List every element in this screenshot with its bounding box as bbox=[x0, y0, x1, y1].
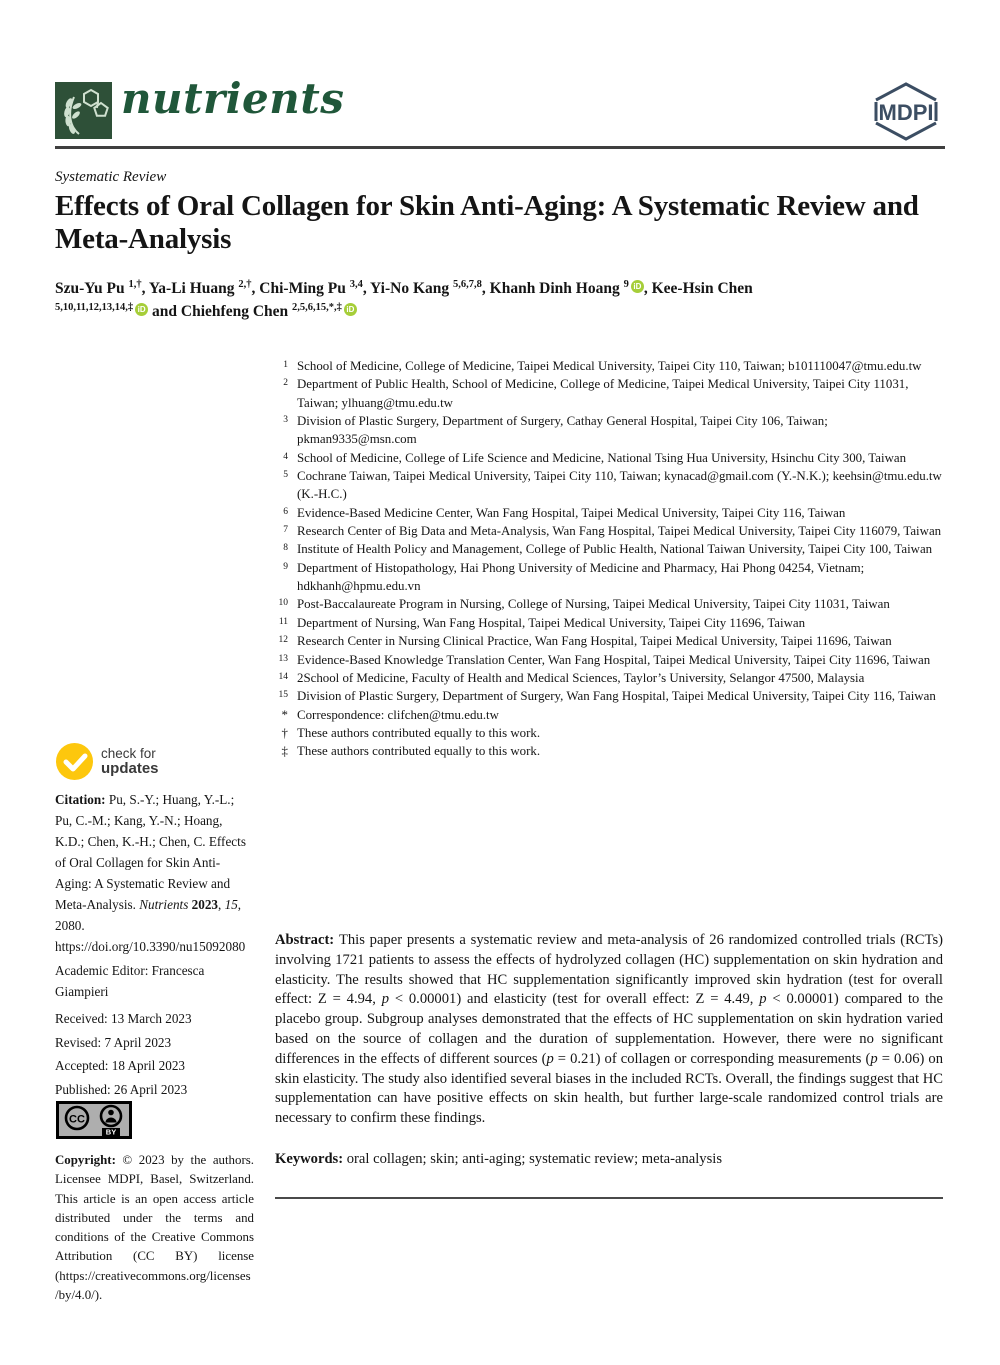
affiliation-row bbox=[267, 614, 943, 632]
copyright-block: Copyright: © 2023 by the authors. Licensee MDPI, Basel, Switzerland. This article is an open access article distributed under the terms and conditions of the Creative Commons Attribution (CC BY) license (https://creativecommons.org/licenses/by/4.0/). bbox=[55, 1153, 254, 1303]
affiliation-marker: 7 bbox=[283, 525, 288, 536]
affiliations bbox=[267, 357, 943, 761]
author-affiliation-sup: 2,5,6,15,*,‡ bbox=[292, 301, 342, 313]
affiliation-row bbox=[267, 669, 943, 687]
affiliation-marker: 10 bbox=[278, 598, 288, 609]
affiliation-row bbox=[267, 467, 943, 504]
header-divider bbox=[55, 146, 945, 149]
affiliation-row bbox=[267, 595, 943, 613]
author-affiliation-sup: 9 bbox=[623, 278, 629, 290]
author-name: Yi-No Kang $^{5,6,7,8}$ bbox=[370, 278, 482, 297]
keywords-line: Keywords: oral collagen; skin; anti-aging; systematic review; meta-analysis bbox=[275, 1150, 723, 1167]
affiliation-row bbox=[267, 632, 943, 650]
affiliation-text: Division of Plastic Surgery, Department of Surgery, Cathay General Hospital, Taipei City 106, Taiwan; pkman9335@msn.com bbox=[297, 414, 828, 447]
affiliation-marker: 14 bbox=[278, 671, 288, 682]
affiliation-marker: 2 bbox=[283, 378, 288, 389]
academic-editor: Academic Editor: Francesca Giampieri bbox=[55, 963, 205, 999]
affiliation-row bbox=[267, 449, 943, 467]
affiliation-row bbox=[267, 504, 943, 522]
affiliation-marker: * bbox=[281, 707, 288, 722]
affiliation-marker: 15 bbox=[278, 690, 288, 701]
by-text: BY bbox=[105, 1127, 117, 1137]
author-name: Chiehfeng Chen $^{2,5,6,15,*,\ddagger}$ iD bbox=[181, 303, 357, 320]
author-affiliation-sup: 3,4 bbox=[349, 278, 363, 290]
affiliation-marker: 13 bbox=[278, 653, 288, 664]
date-line: Received: 13 March 2023 bbox=[55, 1011, 192, 1026]
check-for-updates-label: check for updates bbox=[101, 745, 159, 777]
affiliation-row bbox=[267, 742, 943, 760]
nutrients-logo bbox=[55, 82, 112, 139]
affiliation-marker: † bbox=[281, 725, 288, 740]
affiliation-text: These authors contributed equally to this work. bbox=[297, 744, 541, 759]
abstract-text: Abstract: This paper presents a systematic review and meta-analysis of 26 randomized controlled trials (RCTs) involving 1721 patients to assess the effects of hydrolyzed collagen (HC) supplementation on skin hydration and elasticity. The results showed that HC supplementation significantly improved skin hydration (test for overall effect: Z = 4.94, p < 0.00001) and elasticity (test for overall effect: Z = 4.49, p < 0.00001) compared to the placebo group. Subgroup analyses demonstrated that the effects of HC supplementation on skin hydration varied based on the source of collagen and the duration of supplementation. However, there were no significant differences in the effects of different sources (p = 0.21) of collagen or corresponding measurements (p = 0.06) on skin elasticity. The study also identified several biases in the included RCTs. Overall, the findings suggest that HC supplementation can have positive effects on skin health, but further large-scale randomized control trials are necessary to confirm these findings. bbox=[275, 932, 944, 1127]
affiliation-text: Cochrane Taiwan, Taipei Medical University, Taipei City 110, Taiwan; kynacad@gmail.com (Y.-N.K.); keehsin@tmu.edu.tw (K.-H.C.) bbox=[297, 469, 942, 502]
affiliation-row bbox=[267, 412, 943, 449]
wheat-molecule-icon bbox=[55, 82, 112, 139]
affiliation-text: Correspondence: clifchen@tmu.edu.tw bbox=[297, 707, 499, 722]
affiliation-text: Department of Public Health, School of Medicine, College of Medicine, Taipei Medical University, Taipei City 11031, Taiwan; ylhuang@tmu.edu.tw bbox=[297, 377, 909, 410]
affiliation-row bbox=[267, 357, 943, 375]
mdpi-logo bbox=[869, 80, 943, 147]
affiliation-row bbox=[267, 651, 943, 669]
journal-title: nutrients bbox=[121, 74, 345, 123]
affiliation-row bbox=[267, 687, 943, 705]
affiliation-marker: 4 bbox=[283, 451, 288, 462]
cc-text: CC bbox=[69, 1113, 85, 1126]
affiliation-text: Evidence-Based Knowledge Translation Center, Wan Fang Hospital, Taipei Medical University, Taipei City 11696, Taiwan bbox=[297, 652, 931, 667]
author-name: Ya-Li Huang $^{2,\dagger}$ bbox=[148, 278, 252, 297]
doi-link[interactable]: https://doi.org/10.3390/nu15092080 bbox=[55, 939, 246, 954]
author-line: Szu-Yu Pu $^{1,\dagger}$, Ya-Li Huang $^{2,\dagger}$, Chi-Ming Pu $^{3,4}$, Yi-No Kang $^{5,6,7,8}$, Khanh Dinh Hoang $^9$ iD , Kee-Hsin Chen $^{5,10,11,12,13,14,\ddagger}$ iD and Chiehfeng Chen $^{2,5,6,15,*,\ddagger}$ iD bbox=[55, 278, 753, 320]
affiliation-marker: 6 bbox=[283, 506, 288, 517]
cc-by-icon bbox=[56, 1101, 132, 1139]
mdpi-hexagon-icon bbox=[869, 80, 943, 142]
affiliation-marker: 9 bbox=[283, 561, 288, 572]
orcid-icon[interactable]: iD bbox=[631, 280, 644, 293]
affiliation-text: School of Medicine, College of Life Science and Medicine, National Tsing Hua University, Hsinchu City 300, Taiwan bbox=[297, 450, 907, 465]
author-name: Szu-Yu Pu $^{1,\dagger}$ bbox=[55, 278, 142, 297]
orcid-icon[interactable]: iD bbox=[344, 303, 357, 316]
affiliation-text: Department of Histopathology, Hai Phong University of Medicine and Pharmacy, Hai Phong 04254, Vietnam; hdkhanh@hpmu.edu.vn bbox=[297, 560, 865, 594]
affiliation-row bbox=[267, 522, 943, 540]
affiliation-marker: 11 bbox=[278, 616, 288, 627]
affiliation-text: Evidence-Based Medicine Center, Wan Fang Hospital, Taipei Medical University, Taipei City 116, Taiwan bbox=[297, 505, 846, 520]
affiliation-text: Division of Plastic Surgery, Department of Surgery, Wan Fang Hospital, Taipei Medical University, Taipei City 116, Taiwan bbox=[297, 689, 936, 704]
affiliation-marker: ‡ bbox=[281, 744, 288, 759]
affiliation-marker: 8 bbox=[283, 543, 288, 554]
article-type: Systematic Review bbox=[55, 169, 167, 185]
mdpi-wordmark: MDPI bbox=[878, 100, 934, 125]
affiliation-text: Research Center of Big Data and Meta-Analysis, Wan Fang Hospital, Taipei Medical University, Taipei City 116079, Taiwan bbox=[297, 524, 942, 539]
page-title: Effects of Oral Collagen for Skin Anti-Aging: A Systematic Review and Meta-Analysis bbox=[55, 190, 919, 256]
checkmark-icon bbox=[56, 743, 93, 780]
affiliation-marker: 5 bbox=[283, 470, 288, 481]
author-affiliation-sup: 5,10,11,12,13,14,‡ bbox=[55, 301, 134, 313]
affiliation-row bbox=[267, 559, 943, 596]
affiliation-row bbox=[267, 375, 943, 412]
affiliation-row bbox=[267, 706, 943, 724]
journal-header bbox=[55, 74, 945, 142]
affiliation-text: 2School of Medicine, Faculty of Health and Medical Sciences, Taylor’s University, Selangor 47500, Malaysia bbox=[297, 670, 865, 685]
orcid-icon[interactable]: iD bbox=[135, 303, 148, 316]
date-line: Accepted: 18 April 2023 bbox=[55, 1058, 186, 1073]
affiliation-row bbox=[267, 540, 943, 558]
date-line: Revised: 7 April 2023 bbox=[55, 1034, 172, 1050]
affiliation-text: Post-Baccalaureate Program in Nursing, College of Nursing, Taipei Medical University, Taipei City 11031, Taiwan bbox=[297, 597, 890, 612]
affiliation-row bbox=[267, 724, 943, 742]
author-affiliation-sup: 2,† bbox=[238, 278, 252, 290]
author-name: Kee-Hsin Chen $^{5,10,11,12,13,14,\ddagger}$ iD bbox=[55, 280, 753, 314]
affiliation-text: Institute of Health Policy and Management, College of Public Health, National Taiwan University, Taipei City 100, Taiwan bbox=[297, 542, 933, 557]
check-for-updates-button[interactable] bbox=[56, 743, 159, 780]
author-name: Chi-Ming Pu $^{3,4}$ bbox=[259, 278, 363, 297]
author-affiliation-sup: 5,6,7,8 bbox=[453, 278, 482, 290]
article-dates bbox=[55, 1007, 254, 1101]
affiliation-marker: 1 bbox=[283, 360, 288, 370]
date-line: Published: 26 April 2023 bbox=[55, 1081, 188, 1097]
author-name: Khanh Dinh Hoang $^9$ iD bbox=[490, 280, 644, 297]
affiliation-text: Research Center in Nursing Clinical Practice, Wan Fang Hospital, Taipei Medical University, Taipei 11696, Taiwan bbox=[297, 634, 892, 649]
section-divider bbox=[275, 1197, 943, 1199]
affiliation-marker: 3 bbox=[283, 415, 288, 426]
citation-block: Citation: Pu, S.-Y.; Huang, Y.-L.; Pu, C.-M.; Kang, Y.-N.; Hoang, K.D.; Chen, K.-H.; Chen, C. Effects of Oral Collagen for Skin Anti-Aging: A Systematic Review and Meta-Analysis. Nutrients 2023, 15, 2080. https://doi.org/10.3390/nu15092080 bbox=[55, 792, 246, 954]
abstract-section bbox=[275, 931, 943, 1199]
affiliation-text: Department of Nursing, Wan Fang Hospital, Taipei Medical University, Taipei City 11696, Taiwan bbox=[297, 615, 806, 630]
cc-by-license-badge[interactable] bbox=[56, 1101, 132, 1144]
author-affiliation-sup: 1,† bbox=[128, 278, 142, 290]
affiliation-text: These authors contributed equally to this work. bbox=[297, 725, 541, 740]
affiliation-marker: 12 bbox=[278, 635, 288, 646]
affiliation-text: School of Medicine, College of Medicine, Taipei Medical University, Taipei City 110, Taiwan; b101110047@tmu.edu.tw bbox=[297, 359, 922, 373]
